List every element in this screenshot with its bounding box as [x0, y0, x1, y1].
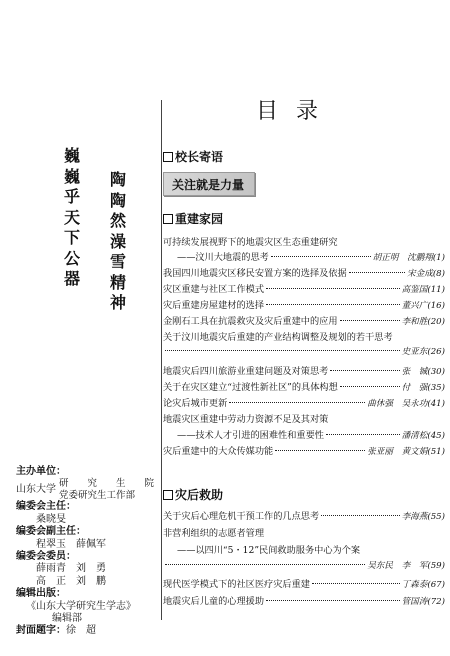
- toc-entry[interactable]: [163, 249, 445, 262]
- calligraphy-char: 陶: [110, 190, 127, 210]
- toc-entry[interactable]: [163, 379, 445, 392]
- calligraphy-char: 澡: [110, 231, 127, 251]
- toc-entry-title: 灾后重建中的大众传媒功能: [163, 446, 274, 457]
- toc-entry-author: 张 铖(30): [401, 367, 445, 377]
- calligraphy-char: 乎: [64, 187, 81, 206]
- toc-entry-title: 论灾后城市更新: [163, 398, 228, 409]
- toc-entry-author: 胡正明 沈鹏翔(1): [372, 253, 445, 263]
- toc-entry-title: 地震灾后儿童的心理援助: [163, 596, 265, 607]
- toc-entry-title: 关于灾后心理危机干预工作的几点思考: [163, 511, 320, 522]
- masthead: [16, 466, 166, 638]
- toc-entry-title: 可持续发展视野下的地震灾区生态重建研究: [163, 237, 338, 248]
- calligraphy-char: 神: [110, 293, 127, 312]
- toc-entry[interactable]: [163, 559, 445, 572]
- sponsor-block: [16, 478, 166, 501]
- calligraphy-char: 下: [64, 228, 81, 247]
- toc-entry-title: 非营利组织的志愿者管理: [163, 528, 265, 539]
- toc-entry-author: 高鉴国(11): [401, 285, 445, 295]
- sponsor-prefix: 山东大学: [16, 483, 56, 495]
- leader-dots: [340, 320, 400, 321]
- vice-chair-label: 编委会副主任：: [16, 526, 86, 538]
- calligraphy-char: 雪: [110, 252, 127, 271]
- checkbox-square-icon: [163, 152, 173, 162]
- leader-dots: [266, 600, 400, 601]
- toc-entry-title: ——汶川大地震的思考: [177, 252, 269, 263]
- calligraphy-column-2: [110, 170, 126, 314]
- checkbox-square-icon: [163, 490, 173, 500]
- calligraphy-char: 公: [64, 248, 81, 268]
- section-header-3: [163, 486, 223, 503]
- toc-entry-author: 宋金成(8): [407, 269, 445, 279]
- toc-entry-author: 史亚东(26): [401, 347, 445, 357]
- toc-entry-author: 李和胜(20): [401, 317, 445, 327]
- calligraphy-char: 巍: [64, 166, 81, 186]
- publisher-line2: 编辑部: [52, 613, 82, 625]
- section-title: 校长寄语: [175, 150, 224, 164]
- toc-entry[interactable]: [163, 542, 445, 555]
- cover-name: 徐 超: [66, 625, 96, 637]
- checkbox-square-icon: [163, 214, 173, 224]
- toc-entry[interactable]: [163, 443, 445, 456]
- calligraphy-char: 然: [110, 211, 127, 230]
- toc-entry-title: 地震灾后四川旅游业重建问题及对策思考: [163, 366, 329, 377]
- toc-entry[interactable]: [163, 427, 445, 440]
- toc-entry[interactable]: [163, 411, 445, 424]
- toc-entry-author: 董兴广(16): [401, 301, 445, 311]
- calligraphy-column-1: [64, 146, 80, 290]
- toc-entry-author: 潘清松(45): [401, 431, 445, 441]
- toc-entry-title: 灾区重建与社区工作模式: [163, 284, 265, 295]
- page-title: 目录: [256, 99, 337, 124]
- calligraphy-char: 器: [64, 269, 81, 288]
- publisher-label: 编辑出版：: [16, 588, 66, 600]
- leader-dots: [312, 583, 400, 584]
- leader-dots: [340, 386, 400, 387]
- toc-entry[interactable]: [163, 234, 445, 247]
- toc-entry[interactable]: [163, 395, 445, 408]
- toc-entry-author: 丁森泰(67): [401, 580, 445, 590]
- toc-entry-author: 张亚丽 黄文娟(51): [367, 447, 445, 457]
- section-title: 重建家园: [175, 212, 224, 226]
- calligraphy-char: 陶: [110, 170, 127, 189]
- leader-dots: [275, 450, 365, 451]
- calligraphy-char: 精: [110, 272, 127, 292]
- sponsor-line1: 研 究 生 院: [59, 478, 163, 490]
- leader-dots: [165, 564, 365, 565]
- leader-dots: [271, 256, 371, 257]
- members-label: 编委会委员：: [16, 551, 76, 563]
- section-header-1: [163, 148, 223, 165]
- sponsor-line2: 党委研究生工作部: [59, 489, 136, 501]
- cover-row: [16, 625, 166, 637]
- leader-dots: [321, 515, 399, 516]
- toc-entry-author: 李海燕(55): [401, 512, 445, 522]
- sponsor-stack: [59, 478, 162, 501]
- chair-label: 编委会主任：: [16, 501, 76, 513]
- toc-entry-title: 灾后重建房屋建材的选择: [163, 300, 265, 311]
- banner-text: 关注就是力量: [172, 178, 245, 192]
- toc-entry-author: 曲休强 吴永功(41): [367, 399, 445, 409]
- leader-dots: [330, 370, 399, 371]
- toc-entry-title: ——以四川“5・12”民间救助服务中心为个案: [177, 545, 361, 556]
- cover-label: 封面题字：: [16, 625, 66, 637]
- sponsor-label: 主办单位：: [16, 466, 66, 477]
- leader-dots: [165, 350, 400, 351]
- members-line2: 高 正 刘 鹏: [36, 575, 106, 587]
- toc-entry[interactable]: [163, 329, 445, 342]
- toc-entry-title: 关于汶川地震灾后重建的产业结构调整及规划的若干思考: [163, 332, 393, 343]
- publisher-line1: 《山东大学研究生学志》: [26, 600, 136, 612]
- leader-dots: [349, 272, 405, 273]
- toc-entry[interactable]: [163, 297, 445, 310]
- members-line1: 薛雨青 刘 勇: [36, 563, 106, 575]
- toc-entry[interactable]: [163, 525, 445, 538]
- toc-entry[interactable]: [163, 593, 445, 606]
- section-title: 灾后救助: [175, 488, 224, 502]
- toc-entry-title: 现代医学模式下的社区医疗灾后重建: [163, 579, 310, 590]
- toc-entry[interactable]: [163, 313, 445, 326]
- toc-entry-author: 吴东民 李 军(59): [367, 561, 445, 571]
- calligraphy-char: 巍: [64, 146, 81, 165]
- toc-entry-title: 我国四川地震灾区移民安置方案的选择及依据: [163, 268, 347, 279]
- vice-chair-names: 程翠玉 薛佩军: [36, 538, 106, 550]
- toc-entry[interactable]: [163, 281, 445, 294]
- leader-dots: [326, 434, 400, 435]
- leader-dots: [266, 288, 400, 289]
- toc-entry-title: 地震灾区重建中劳动力资源不足及其对策: [163, 414, 329, 425]
- toc-entry-title: 金刚石工具在抗震救灾及灾后重建中的应用: [163, 316, 338, 327]
- toc-entry-author: 管国涛(72): [401, 597, 445, 607]
- leader-dots: [266, 304, 400, 305]
- toc-entry[interactable]: [163, 363, 445, 376]
- leader-dots: [229, 402, 365, 403]
- toc-entry[interactable]: [163, 508, 445, 521]
- toc-entry[interactable]: [163, 265, 445, 278]
- section-header-2: [163, 210, 223, 227]
- toc-entry-title: 关于在灾区建立“过渡性新社区”的具体构想: [163, 382, 338, 393]
- toc-entry[interactable]: [163, 345, 445, 358]
- toc-entry-title: ——技术人才引进的困难性和重要性: [177, 430, 324, 441]
- chair-name: 桑晓旻: [36, 513, 66, 525]
- toc-entry-author: 付 强(35): [401, 383, 445, 393]
- banner-highlight: [163, 172, 255, 196]
- toc-entry[interactable]: [163, 576, 445, 589]
- calligraphy-char: 天: [64, 207, 81, 227]
